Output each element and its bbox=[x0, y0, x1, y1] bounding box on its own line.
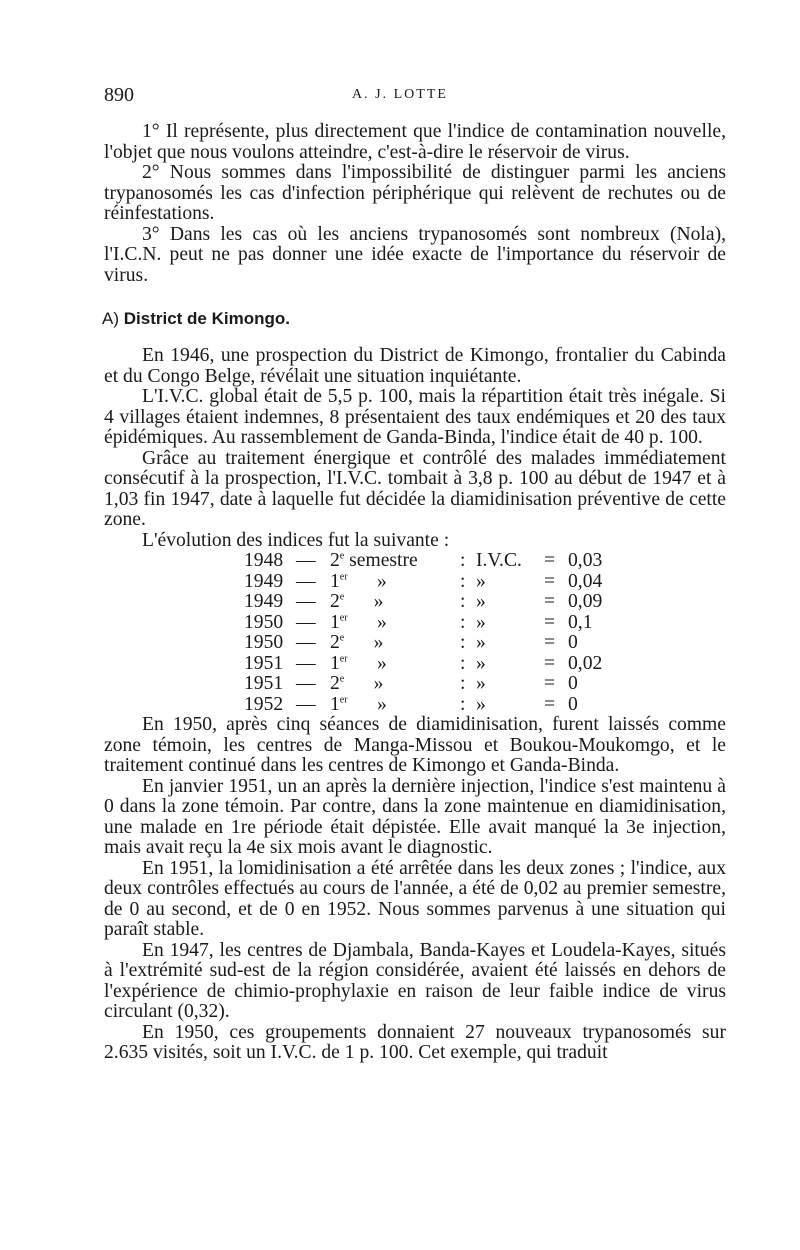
paragraph: En 1946, une prospection du District de Kimongo, frontalier du Cabinda et du Congo Belge, révélait une situation inquiétante. bbox=[104, 345, 726, 387]
paragraph: En 1951, la lomidinisation a été arrêtée dans les deux zones ; l'indice, aux deux contrôles effectués au cours de l'année, a été de 0,02 au premier semestre, de 0 au second, et de 0 en 1952. Nous sommes parvenus à une situation qui paraît stable. bbox=[104, 857, 726, 940]
paragraph: En janvier 1951, un an après la dernière injection, l'indice s'est maintenu à 0 dans la zone témoin. Par contre, dans la zone maintenue en diamidinisation, une malade en 1re période était dépistée. Elle avait manqué la 3e injection, mais avait reçu la 4e six mois avant le diagnostic. bbox=[104, 775, 726, 858]
semester-number: 1 bbox=[330, 652, 340, 674]
table-row bbox=[104, 613, 726, 634]
table-dash: — bbox=[296, 591, 316, 612]
semester-word: » bbox=[344, 632, 384, 653]
table-year: 1951 bbox=[244, 673, 284, 694]
table-equals: = bbox=[544, 550, 556, 571]
table-index-label: » bbox=[476, 693, 486, 715]
table-year: 1948 bbox=[244, 550, 284, 571]
table-year: 1950 bbox=[244, 632, 284, 653]
table-row bbox=[104, 551, 726, 572]
table-index-label: » bbox=[476, 673, 486, 694]
table-colon: : bbox=[460, 632, 466, 653]
semester-number: 1 bbox=[330, 611, 340, 633]
paragraph: 1° Il représente, plus directement que l'indice de contamination nouvelle, l'objet que nous voulons atteindre, c'est-à-dire le réservoir de virus. bbox=[104, 121, 726, 163]
paragraph: En 1947, les centres de Djambala, Banda-Kayes et Loudela-Kayes, situés à l'extrémité sud-est de la région considérée, avaient été laissés en dehors de l'expérience de chimio-prophylaxie en raison de leur faible indice de virus circulant (0,32). bbox=[104, 939, 726, 1022]
table-index-label: » bbox=[476, 632, 486, 653]
table-row bbox=[104, 592, 726, 613]
table-colon: : bbox=[460, 591, 466, 612]
semester-number: 1 bbox=[330, 693, 340, 715]
page-header bbox=[0, 84, 800, 112]
table-value: 0 bbox=[568, 673, 578, 694]
table-dash: — bbox=[296, 611, 316, 633]
semester-ordinal: e bbox=[339, 673, 345, 685]
semester-number: 1 bbox=[330, 570, 340, 592]
table-equals: = bbox=[544, 693, 556, 715]
running-head: A. J. LOTTE bbox=[352, 87, 448, 102]
table-equals: = bbox=[544, 652, 556, 674]
semester-number: 2 bbox=[330, 632, 340, 653]
table-semester bbox=[330, 695, 387, 716]
section-title: District de Kimongo. bbox=[123, 309, 290, 328]
table-dash: — bbox=[296, 693, 316, 715]
semester-word: » bbox=[347, 652, 387, 674]
table-value: 0,1 bbox=[568, 611, 593, 633]
paragraph: 3° Dans les cas où les anciens trypanosomés sont nombreux (Nola), l'I.C.N. peut ne pas donner une idée exacte de l'importance du réservoir de virus. bbox=[104, 223, 726, 286]
table-semester bbox=[330, 633, 383, 654]
table-index-label: I.V.C. bbox=[476, 550, 522, 571]
table-row bbox=[104, 674, 726, 695]
table-dash: — bbox=[296, 652, 316, 674]
table-colon: : bbox=[460, 652, 466, 674]
semester-ordinal: e bbox=[339, 591, 345, 603]
table-colon: : bbox=[460, 611, 466, 633]
table-colon: : bbox=[460, 550, 466, 571]
table-year: 1949 bbox=[244, 591, 284, 612]
table-year: 1949 bbox=[244, 570, 284, 592]
table-semester bbox=[330, 613, 387, 634]
paragraph: Grâce au traitement énergique et contrôlé des malades immédiatement consécutif à la prospection, l'I.V.C. tombait à 3,8 p. 100 au début de 1947 et à 1,03 fin 1947, date à laquelle fut décidée la diamidinisation préventive de cette zone. bbox=[104, 447, 726, 530]
table-dash: — bbox=[296, 550, 316, 571]
semester-word: » bbox=[344, 673, 384, 694]
table-colon: : bbox=[460, 570, 466, 592]
table-row bbox=[104, 572, 726, 593]
section-heading bbox=[102, 309, 726, 329]
table-value: 0 bbox=[568, 693, 578, 715]
table-index-label: » bbox=[476, 591, 486, 612]
semester-word: » bbox=[347, 611, 387, 633]
paragraph: L'I.V.C. global était de 5,5 p. 100, mais la répartition était très inégale. Si 4 villages étaient indemnes, 8 présentaient des taux endémiques et 20 des taux épidémiques. Au rassemblement de Ganda-Binda, l'indice était de 40 p. 100. bbox=[104, 386, 726, 448]
semester-ordinal: e bbox=[339, 632, 345, 644]
paragraph: En 1950, ces groupements donnaient 27 nouveaux trypanosomés sur 2.635 visités, soit un I.V.C. de 1 p. 100. Cet exemple, qui traduit bbox=[104, 1021, 726, 1063]
semester-ordinal: e bbox=[339, 550, 345, 562]
table-semester bbox=[330, 551, 418, 572]
paragraph: 2° Nous sommes dans l'impossibilité de distinguer parmi les anciens trypanosomés les cas d'infection périphérique qui relèvent de rechutes ou de réinfestations. bbox=[104, 162, 726, 224]
table-row bbox=[104, 633, 726, 654]
table-equals: = bbox=[544, 570, 556, 592]
semester-ordinal: er bbox=[339, 652, 348, 664]
table-dash: — bbox=[296, 673, 316, 694]
table-index-label: » bbox=[476, 570, 486, 592]
table-year: 1950 bbox=[244, 611, 284, 633]
table-value: 0,03 bbox=[568, 550, 603, 571]
table-value: 0,04 bbox=[568, 570, 603, 592]
table-dash: — bbox=[296, 570, 316, 592]
body-text bbox=[104, 122, 726, 1064]
table-index-label: » bbox=[476, 611, 486, 633]
table-semester bbox=[330, 674, 383, 695]
table-row bbox=[104, 654, 726, 675]
table-row bbox=[104, 695, 726, 716]
table-index-label: » bbox=[476, 652, 486, 674]
index-evolution-table bbox=[104, 551, 726, 715]
page-number: 890 bbox=[104, 84, 134, 106]
semester-ordinal: er bbox=[339, 570, 348, 582]
table-semester bbox=[330, 654, 387, 675]
semester-ordinal: er bbox=[339, 693, 348, 705]
table-value: 0,02 bbox=[568, 652, 603, 674]
table-colon: : bbox=[460, 673, 466, 694]
table-value: 0 bbox=[568, 632, 578, 653]
semester-number: 2 bbox=[330, 591, 340, 612]
table-year: 1952 bbox=[244, 693, 284, 715]
semester-word: » bbox=[344, 591, 384, 612]
semester-number: 2 bbox=[330, 550, 340, 571]
semester-word: » bbox=[347, 570, 387, 592]
table-semester bbox=[330, 592, 383, 613]
table-dash: — bbox=[296, 632, 316, 653]
table-equals: = bbox=[544, 611, 556, 633]
semester-word: semestre bbox=[344, 550, 418, 571]
paragraph: L'évolution des indices fut la suivante : bbox=[142, 529, 450, 551]
table-value: 0,09 bbox=[568, 591, 603, 612]
table-semester bbox=[330, 572, 387, 593]
table-colon: : bbox=[460, 693, 466, 715]
table-equals: = bbox=[544, 632, 556, 653]
table-year: 1951 bbox=[244, 652, 284, 674]
paragraph: En 1950, après cinq séances de diamidinisation, furent laissés comme zone témoin, les centres de Manga-Missou et Boukou-Moukomgo, et le traitement continué dans les centres de Kimongo et Ganda-Binda. bbox=[104, 714, 726, 776]
semester-number: 2 bbox=[330, 673, 340, 694]
table-equals: = bbox=[544, 591, 556, 612]
section-letter: A) bbox=[102, 309, 119, 328]
semester-ordinal: er bbox=[339, 611, 348, 623]
table-equals: = bbox=[544, 673, 556, 694]
semester-word: » bbox=[347, 693, 387, 715]
